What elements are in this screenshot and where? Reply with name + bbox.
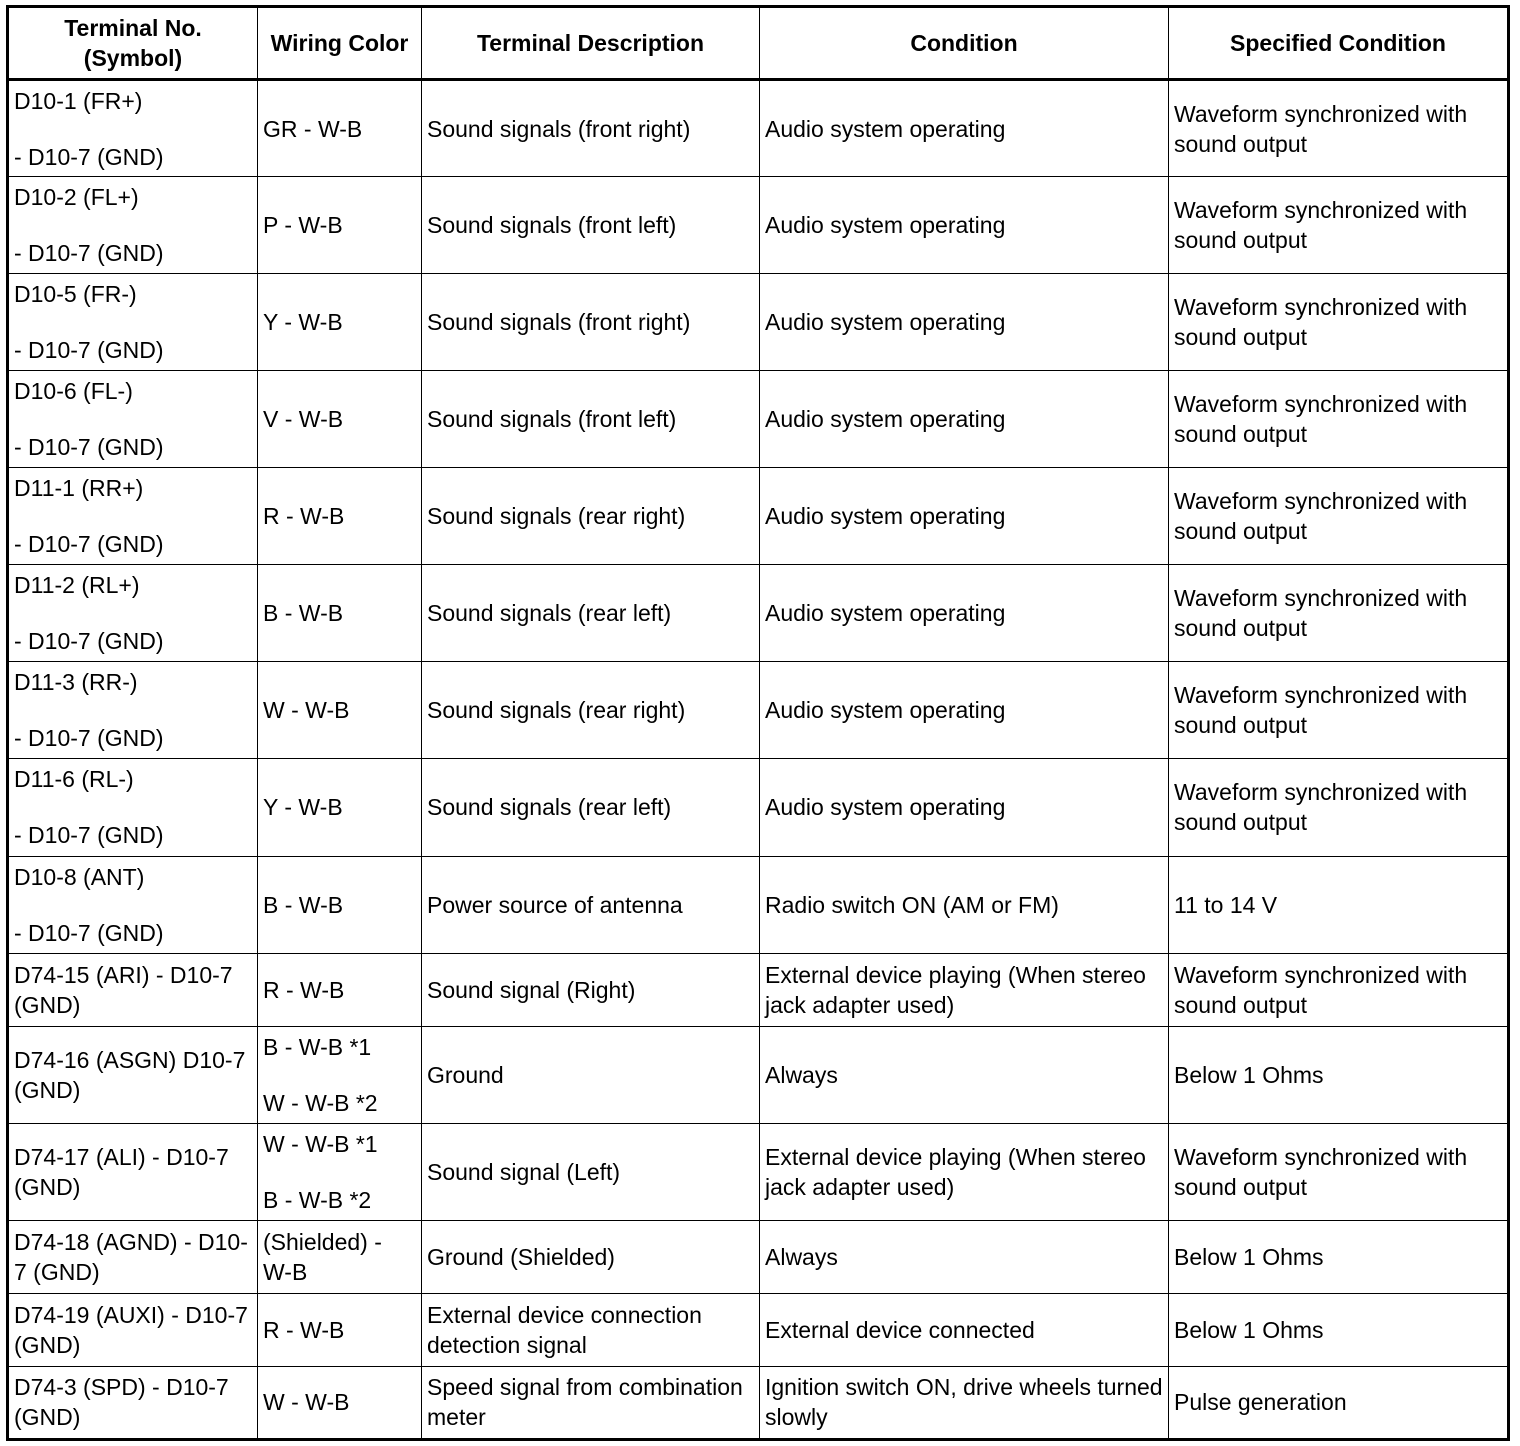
header-condition: Condition [760, 7, 1169, 80]
terminal-cell: D74-18 (AGND) - D10-7 (GND) [8, 1220, 258, 1293]
wiring-color-cell: W - W-B [258, 662, 422, 759]
wiring-color-cell: B - W-B [258, 856, 422, 953]
terminal-cell: D11-2 (RL+) - D10-7 (GND) [8, 565, 258, 662]
header-specified-condition: Specified Condition [1169, 7, 1509, 80]
table-row [8, 80, 1509, 177]
terminal-table [6, 5, 1510, 1441]
terminal-cell: D10-2 (FL+) - D10-7 (GND) [8, 177, 258, 274]
description-cell: Sound signals (front left) [422, 177, 760, 274]
wiring-color-cell: W - W-B *1 B - W-B *2 [258, 1123, 422, 1220]
condition-cell: Audio system operating [760, 468, 1169, 565]
description-cell: Speed signal from combination meter [422, 1366, 760, 1439]
terminal-cell: D10-5 (FR-) - D10-7 (GND) [8, 274, 258, 371]
header-row [8, 7, 1509, 80]
table-row [8, 565, 1509, 662]
description-cell: Power source of antenna [422, 856, 760, 953]
table-row [8, 1220, 1509, 1293]
description-cell: External device connection detection signal [422, 1293, 760, 1366]
table-row [8, 1026, 1509, 1123]
specified-condition-cell: Waveform synchronized with sound output [1169, 371, 1509, 468]
condition-cell: External device playing (When stereo jack adapter used) [760, 953, 1169, 1026]
specified-condition-cell: Waveform synchronized with sound output [1169, 468, 1509, 565]
table-row [8, 1366, 1509, 1439]
condition-cell: Audio system operating [760, 565, 1169, 662]
specified-condition-cell: Waveform synchronized with sound output [1169, 759, 1509, 856]
terminal-cell: D10-1 (FR+) - D10-7 (GND) [8, 80, 258, 177]
wiring-color-cell: B - W-B *1 W - W-B *2 [258, 1026, 422, 1123]
wiring-color-cell: W - W-B [258, 1366, 422, 1439]
specified-condition-cell: 11 to 14 V [1169, 856, 1509, 953]
wiring-color-cell: R - W-B [258, 953, 422, 1026]
header-wiring-color: Wiring Color [258, 7, 422, 80]
wiring-color-cell: Y - W-B [258, 274, 422, 371]
terminal-cell: D10-6 (FL-) - D10-7 (GND) [8, 371, 258, 468]
specified-condition-cell: Below 1 Ohms [1169, 1293, 1509, 1366]
wiring-color-cell: R - W-B [258, 468, 422, 565]
specified-condition-cell: Waveform synchronized with sound output [1169, 662, 1509, 759]
table-row [8, 662, 1509, 759]
wiring-color-cell: V - W-B [258, 371, 422, 468]
condition-cell: Always [760, 1220, 1169, 1293]
table-row [8, 371, 1509, 468]
condition-cell: Radio switch ON (AM or FM) [760, 856, 1169, 953]
specified-condition-cell: Waveform synchronized with sound output [1169, 177, 1509, 274]
header-terminal-description: Terminal Description [422, 7, 760, 80]
condition-cell: Always [760, 1026, 1169, 1123]
table-row [8, 953, 1509, 1026]
table-row [8, 1123, 1509, 1220]
table-row [8, 759, 1509, 856]
description-cell: Sound signals (rear right) [422, 468, 760, 565]
table-row [8, 274, 1509, 371]
wiring-color-cell: B - W-B [258, 565, 422, 662]
condition-cell: Ignition switch ON, drive wheels turned slowly [760, 1366, 1169, 1439]
specified-condition-cell: Waveform synchronized with sound output [1169, 953, 1509, 1026]
terminal-cell: D74-15 (ARI) - D10-7 (GND) [8, 953, 258, 1026]
table-row [8, 468, 1509, 565]
description-cell: Ground [422, 1026, 760, 1123]
description-cell: Sound signal (Right) [422, 953, 760, 1026]
specified-condition-cell: Waveform synchronized with sound output [1169, 1123, 1509, 1220]
description-cell: Sound signals (front left) [422, 371, 760, 468]
table-row [8, 856, 1509, 953]
terminal-cell: D11-6 (RL-) - D10-7 (GND) [8, 759, 258, 856]
description-cell: Sound signals (front right) [422, 274, 760, 371]
terminal-cell: D11-1 (RR+) - D10-7 (GND) [8, 468, 258, 565]
description-cell: Sound signals (front right) [422, 80, 760, 177]
table-row [8, 177, 1509, 274]
specified-condition-cell: Waveform synchronized with sound output [1169, 80, 1509, 177]
condition-cell: Audio system operating [760, 274, 1169, 371]
condition-cell: External device playing (When stereo jack adapter used) [760, 1123, 1169, 1220]
specified-condition-cell: Below 1 Ohms [1169, 1220, 1509, 1293]
terminal-cell: D74-19 (AUXI) - D10-7 (GND) [8, 1293, 258, 1366]
description-cell: Ground (Shielded) [422, 1220, 760, 1293]
table-row [8, 1293, 1509, 1366]
description-cell: Sound signals (rear right) [422, 662, 760, 759]
description-cell: Sound signals (rear left) [422, 759, 760, 856]
condition-cell: Audio system operating [760, 759, 1169, 856]
condition-cell: Audio system operating [760, 371, 1169, 468]
specified-condition-cell: Pulse generation [1169, 1366, 1509, 1439]
terminal-cell: D74-16 (ASGN) D10-7 (GND) [8, 1026, 258, 1123]
terminal-cell: D11-3 (RR-) - D10-7 (GND) [8, 662, 258, 759]
description-cell: Sound signal (Left) [422, 1123, 760, 1220]
specified-condition-cell: Waveform synchronized with sound output [1169, 565, 1509, 662]
wiring-color-cell: R - W-B [258, 1293, 422, 1366]
terminal-cell: D10-8 (ANT) - D10-7 (GND) [8, 856, 258, 953]
wiring-color-cell: Y - W-B [258, 759, 422, 856]
terminal-cell: D74-17 (ALI) - D10-7 (GND) [8, 1123, 258, 1220]
header-terminal-no: Terminal No. (Symbol) [8, 7, 258, 80]
condition-cell: Audio system operating [760, 662, 1169, 759]
terminal-cell: D74-3 (SPD) - D10-7 (GND) [8, 1366, 258, 1439]
specified-condition-cell: Below 1 Ohms [1169, 1026, 1509, 1123]
wiring-color-cell: (Shielded) - W-B [258, 1220, 422, 1293]
specified-condition-cell: Waveform synchronized with sound output [1169, 274, 1509, 371]
condition-cell: Audio system operating [760, 80, 1169, 177]
description-cell: Sound signals (rear left) [422, 565, 760, 662]
condition-cell: External device connected [760, 1293, 1169, 1366]
wiring-color-cell: P - W-B [258, 177, 422, 274]
wiring-color-cell: GR - W-B [258, 80, 422, 177]
condition-cell: Audio system operating [760, 177, 1169, 274]
